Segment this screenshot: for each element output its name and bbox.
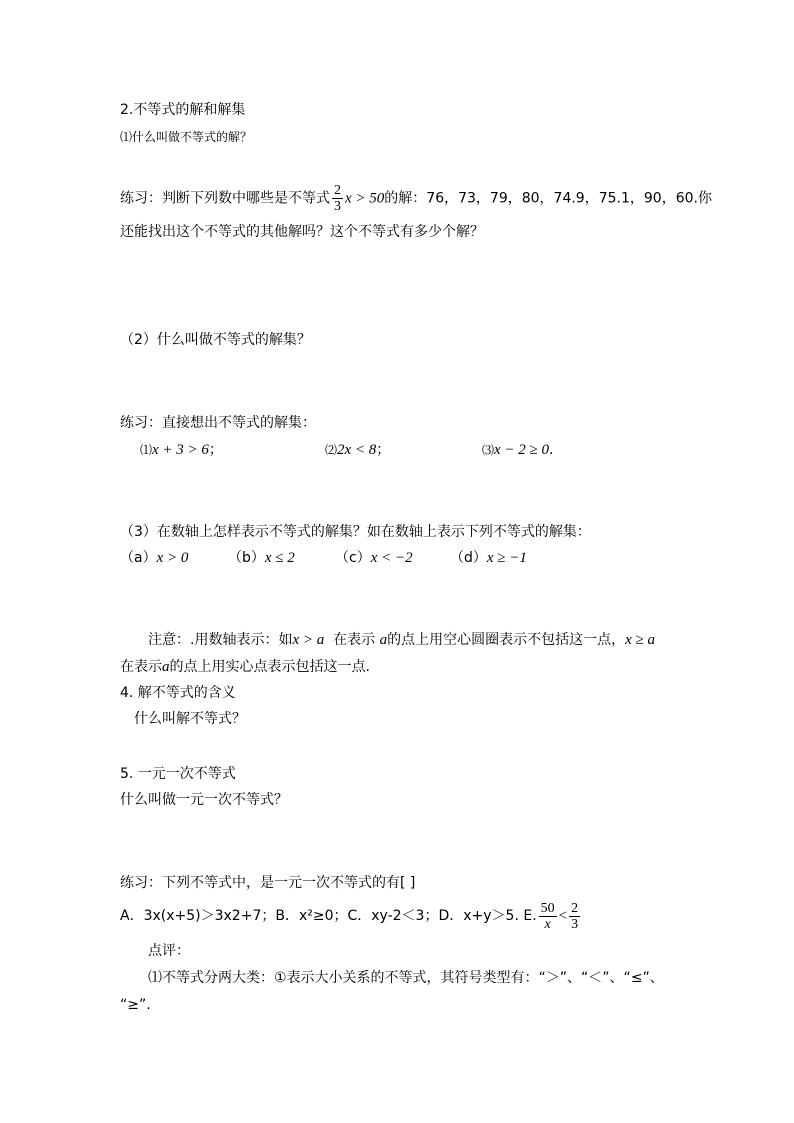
comment-line-1: ⑴不等式分两大类：①表示大小关系的不等式，其符号类型有：“＞”、“＜”、“≤”、 bbox=[148, 970, 664, 986]
note-line-1 bbox=[148, 630, 655, 650]
q3-item-a bbox=[120, 548, 188, 568]
item-expression: x > 0 bbox=[156, 550, 189, 566]
note-variable: a bbox=[162, 659, 170, 675]
fraction-denominator: 3 bbox=[334, 199, 341, 214]
options-text: A．3x(x+5)＞3x2+7；B．x²≥0；C．xy-2＜3；D．x+y＞5. E. bbox=[120, 908, 537, 924]
q3-item-b bbox=[228, 548, 295, 568]
comment-title: 点评： bbox=[148, 943, 190, 959]
item-end: ； bbox=[208, 442, 223, 458]
section-2-title: 2.不等式的解和解集 bbox=[120, 102, 246, 118]
question-1: ⑴什么叫做不等式的解？ bbox=[120, 130, 253, 144]
note-text: 的点上用空心圆圈表示不包括这一点， bbox=[387, 632, 626, 648]
fraction-numerator: 50 bbox=[540, 900, 555, 916]
exercise-2-item-2 bbox=[325, 440, 390, 460]
fraction-50-over-x bbox=[539, 901, 557, 932]
fraction-2-over-3 bbox=[569, 901, 580, 932]
item-expression: x + 3 > 6 bbox=[152, 442, 209, 458]
fraction-numerator: 2 bbox=[334, 183, 341, 198]
exercise-1-line-1 bbox=[120, 183, 712, 214]
item-expression: x < −2 bbox=[370, 550, 413, 566]
item-end: . bbox=[549, 442, 554, 458]
exercise-1-inequality: x > 50 bbox=[345, 190, 385, 207]
exercise-1-prefix: 练习：判断下列数中哪些是不等式 bbox=[120, 190, 330, 207]
note-text: 在表示 bbox=[120, 659, 162, 675]
q3-item-c bbox=[335, 548, 413, 568]
exercise-1-line-2: 还能找出这个不等式的其他解吗？这个不等式有多少个解？ bbox=[120, 224, 484, 240]
section-5-question: 什么叫做一元一次不等式？ bbox=[120, 792, 288, 808]
note-text: 在表示 bbox=[333, 632, 376, 648]
exercise-2-item-3 bbox=[482, 440, 553, 460]
note-text: 的点上用实心点表示包括这一点. bbox=[169, 659, 370, 675]
exercise-3-options bbox=[120, 896, 582, 936]
exercise-3-title: 练习：下列不等式中，是一元一次不等式的有[ ] bbox=[120, 875, 416, 891]
section-4-question: 什么叫解不等式？ bbox=[134, 711, 246, 727]
exercise-1-suffix: 的解：76，73，79，80，74.9，75.1，90，60.你 bbox=[384, 190, 712, 207]
question-3: （3）在数轴上怎样表示不等式的解集？如在数轴上表示下列不等式的解集： bbox=[120, 524, 591, 540]
item-number: ⑶ bbox=[482, 443, 495, 457]
note-text: 注意：.用数轴表示：如 bbox=[148, 632, 293, 648]
question-2: （2）什么叫做不等式的解集？ bbox=[120, 332, 311, 348]
exercise-1-fraction bbox=[332, 183, 343, 214]
item-expression: x ≤ 2 bbox=[264, 550, 295, 566]
item-number: ⑴ bbox=[140, 443, 153, 457]
fraction-denominator: x bbox=[544, 916, 551, 932]
item-number: ⑵ bbox=[325, 443, 338, 457]
note-expression: x > a bbox=[292, 632, 325, 648]
section-4-title: 4. 解不等式的含义 bbox=[120, 685, 236, 701]
exercise-2-item-1 bbox=[140, 440, 223, 460]
q3-item-d bbox=[450, 548, 527, 568]
fraction-operator: < bbox=[558, 908, 568, 924]
item-label: （b） bbox=[228, 550, 265, 566]
item-expression: x ≥ −1 bbox=[486, 550, 527, 566]
item-expression: x − 2 ≥ 0 bbox=[494, 442, 550, 458]
item-end: ； bbox=[376, 442, 391, 458]
note-variable: a bbox=[379, 632, 388, 648]
item-label: （c） bbox=[335, 550, 371, 566]
section-5-title: 5. 一元一次不等式 bbox=[120, 766, 236, 782]
item-expression: 2x < 8 bbox=[337, 442, 377, 458]
note-line-2 bbox=[120, 657, 370, 677]
fraction-denominator: 3 bbox=[571, 916, 579, 932]
item-label: （a） bbox=[120, 550, 157, 566]
comment-line-2: “≥”. bbox=[120, 997, 151, 1013]
fraction-numerator: 2 bbox=[571, 900, 579, 916]
item-label: （d） bbox=[450, 550, 487, 566]
note-expression: x ≥ a bbox=[625, 632, 655, 648]
exercise-2-title: 练习：直接想出不等式的解集： bbox=[120, 415, 316, 431]
